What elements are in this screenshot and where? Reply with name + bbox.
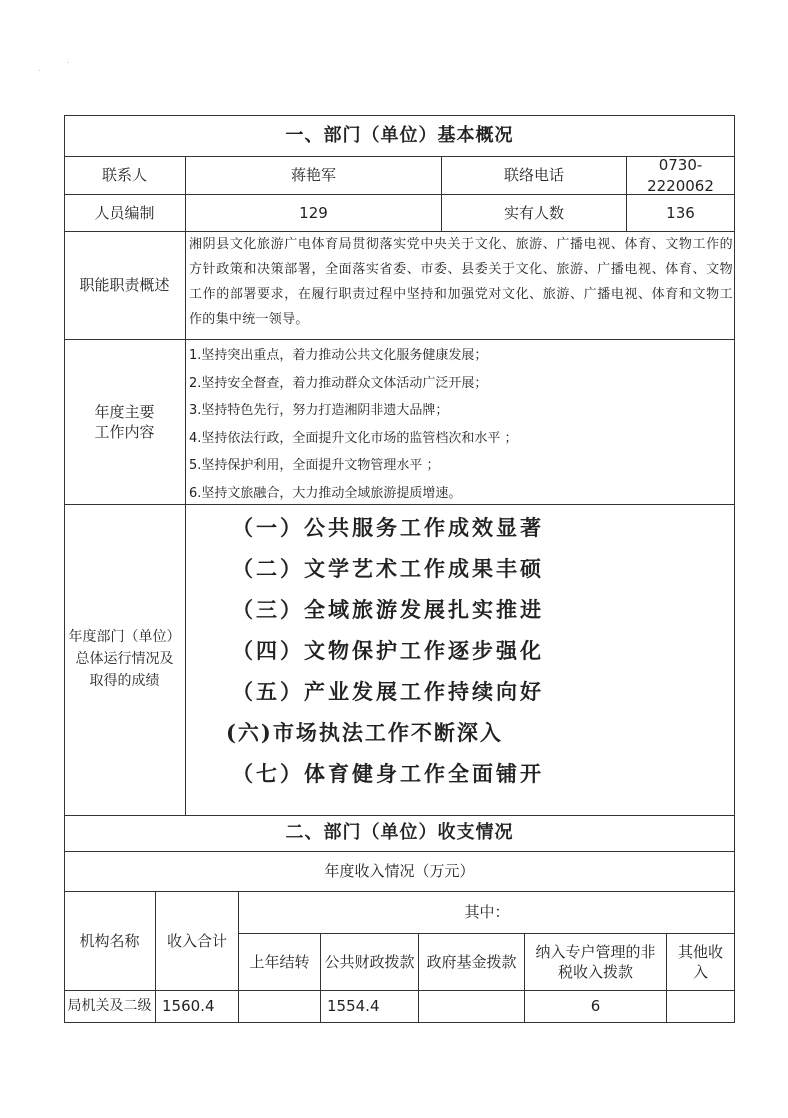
actual-headcount-value: 136	[666, 203, 695, 222]
phone-value: 0730-2220062	[647, 156, 714, 195]
annual-tasks-label-line1: 年度主要	[94, 402, 155, 421]
list-item: (六)市场执法工作不断深入	[226, 720, 503, 745]
achievements-label	[64, 505, 185, 815]
column-divider	[185, 156, 186, 815]
annual-tasks-label	[64, 340, 185, 504]
row-public-fiscal: 1554.4	[327, 997, 380, 1016]
scan-speck: ·	[38, 66, 42, 77]
column-header-other-line1: 其他收	[677, 942, 723, 961]
duties-label: 职能职责概述	[79, 276, 170, 295]
list-item: 2.坚持安全督查，着力推动群众文体活动广泛开展；	[189, 375, 488, 391]
list-item: 3.坚持特色先行，努力打造湘阴非遗大品牌；	[189, 403, 449, 418]
contact-label: 联系人	[101, 166, 147, 185]
achievements-label-line3: 取得的成绩	[89, 672, 160, 689]
achievements-list	[226, 507, 722, 794]
list-item: （四）文物保护工作逐步强化	[232, 638, 544, 663]
staffing-label: 人员编制	[94, 203, 155, 222]
column-header-nontax-line2: 税收入拨款	[557, 963, 633, 981]
column-header-other-income	[667, 934, 734, 990]
list-item: （三）全域旅游发展扎实推进	[232, 597, 544, 622]
list-item: 1.坚持突出重点，着力推动公共文化服务健康发展；	[189, 348, 488, 363]
income-table-title: 年度收入情况（万元）	[324, 862, 475, 881]
list-item: （五）产业发展工作持续向好	[232, 679, 544, 704]
row-other-income	[667, 991, 734, 1022]
list-item: （二）文学艺术工作成果丰硕	[232, 556, 544, 581]
column-header-among-which: 其中：	[464, 903, 510, 922]
column-header-nontax-line1: 纳入专户管理的非	[535, 942, 656, 961]
column-header-prev-year-carryover: 上年结转	[249, 952, 310, 971]
column-header-public-fiscal: 公共财政拨款	[324, 952, 415, 971]
column-header-nontax-income	[525, 934, 666, 990]
column-header-other-line2: 入	[692, 963, 708, 981]
table-border-bottom	[64, 1022, 735, 1023]
list-item: （七）体育健身工作全面铺开	[232, 761, 544, 786]
section-title-income-expense: 二、部门（单位）收支情况	[285, 822, 514, 844]
achievements-label-line1: 年度部门（单位）	[68, 629, 181, 646]
achievements-label-line2: 总体运行情况及	[75, 651, 174, 668]
annual-tasks-label-line2: 工作内容	[94, 423, 155, 441]
list-item: （一）公共服务工作成效显著	[232, 515, 544, 540]
list-item: 5.坚持保护利用，全面提升文物管理水平 ；	[189, 458, 440, 473]
row-government-fund	[419, 991, 524, 1022]
row-income-total: 1560.4	[162, 997, 215, 1016]
annual-tasks-list	[189, 342, 729, 507]
row-prev-year-carryover	[239, 991, 320, 1022]
scan-speck: ·	[66, 58, 70, 69]
duties-text: 湘阴县文化旅游广电体育局贯彻落实党中央关于文化、旅游、广播电视、体育、文物工作的方针政策和决策部署，全面落实省委、市委、县委关于文化、旅游、广播电视、体育、文物工作的部署要求，在履行职责过程中坚持和加强党对文化、旅游、广播电视、体育和文物工作的集中统一领导。	[189, 237, 733, 327]
staffing-value: 129	[299, 203, 328, 222]
column-header-government-fund: 政府基金拨款	[426, 952, 517, 971]
list-item: 4.坚持依法行政，全面提升文化市场的监管档次和水平 ；	[189, 430, 518, 446]
phone-label: 联络电话	[503, 166, 564, 185]
actual-headcount-label: 实有人数	[503, 203, 564, 222]
column-header-income-total: 收入合计	[166, 931, 227, 950]
row-org-name: 局机关及二级	[67, 998, 152, 1015]
contact-value: 蒋艳军	[290, 166, 336, 185]
column-header-org-name: 机构名称	[79, 931, 140, 950]
list-item: 6.坚持文旅融合，大力推动全域旅游提质增速。	[189, 485, 462, 501]
section-title-basic-overview: 一、部门（单位）基本概况	[285, 124, 514, 146]
row-nontax-income: 6	[590, 997, 601, 1016]
